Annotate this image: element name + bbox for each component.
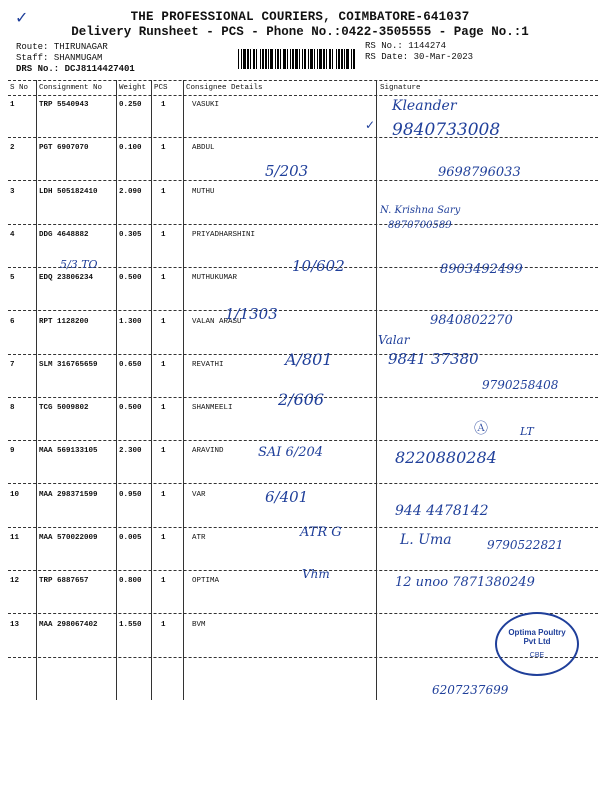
cell-pcs: 1 [161,317,166,326]
cell-sno: 10 [10,490,20,499]
handwritten-phone: 944 4478142 [395,503,489,519]
cell-consignee-name: OPTIMA [192,577,220,586]
handwritten-phone: 9698796033 [438,165,521,180]
cell-weight: 0.250 [119,101,142,109]
cell-weight: 0.950 [119,490,142,499]
cell-pcs: 1 [161,360,166,369]
rs-date-line [365,52,473,63]
rs-date-value: 30-Mar-2023 [413,52,474,62]
barcode-bar [299,49,300,69]
cell-sno: 1 [10,101,15,109]
cell-consignee-name: BVM [192,620,206,629]
barcode-bar [304,49,306,69]
barcode-bar [238,49,239,69]
cell-weight: 0.650 [119,360,142,369]
barcode-bar [277,49,279,69]
staff-value: SHANMUGAM [53,53,103,63]
route-line [16,42,108,53]
handwritten-phone: 12 unoo 7871380249 [395,575,535,590]
circled-a-icon: Ⓐ [474,421,488,437]
cell-pcs: 1 [161,144,166,153]
stamp-sub: CBE [529,652,545,659]
handwritten-door-no: 1/1303 [225,305,278,323]
rs-no-label: RS No.: [365,41,403,51]
cell-consignee-name: VALAN ARASU [192,317,242,326]
cell-consignee-name: ARAVIND [192,447,224,456]
cell-consignment-no: PGT 6907070 [39,144,89,153]
barcode-bar [338,49,340,69]
cell-sno: 5 [10,274,15,283]
drs-label: DRS No.: [16,64,60,74]
barcode-bar [268,49,269,69]
cell-weight: 0.500 [119,274,142,283]
handwritten-note: Vhm [302,567,330,581]
handwritten-door-no: A/801 [285,350,333,369]
cell-sno: 6 [10,317,15,326]
cell-sno: 12 [10,577,20,586]
barcode-bar [351,49,352,69]
col-signature: Signature [380,84,421,92]
cell-consignment-no: RPT 1128200 [39,317,89,326]
cell-pcs: 1 [161,620,166,629]
cell-sno: 4 [10,230,15,239]
barcode-bar [287,49,288,69]
col-sno: S No [10,84,29,92]
rs-no-value: 1144274 [408,41,447,51]
barcode-bar [336,49,337,69]
handwritten-signature: N. Krishna Sary [380,205,461,216]
table-row [8,94,598,138]
barcode-bar [314,49,315,69]
cell-consignment-no: TRP 6887657 [39,577,89,586]
cell-weight: 0.500 [119,404,142,413]
cell-sno: 7 [10,360,15,369]
cell-pcs: 1 [161,274,166,283]
barcode-bar [292,49,294,69]
col-pcs: PCS [154,84,168,92]
cell-weight: 2.090 [119,187,142,196]
barcode-image [238,49,358,69]
handwritten-door-no: SAI 6/204 [258,445,324,460]
col-consignee: Consignee Details [186,84,263,92]
handwritten-phone: 8903492499 [440,262,523,277]
barcode-bar [319,49,322,69]
barcode-bar [290,49,291,69]
cell-sno: 11 [10,534,20,542]
barcode-bar [344,49,345,69]
company-stamp [495,612,579,676]
table-row [8,181,598,225]
handwritten-phone: 8870700589 [388,220,452,231]
barcode-bar [332,49,333,69]
barcode-bar [253,49,255,69]
stamp-text: Optima Poultry Pvt Ltd [508,628,566,646]
route-label: Route: [16,42,49,52]
handwritten-signature: L. Uma [400,532,452,548]
handwritten-phone: 9841 37380 [388,350,479,368]
company-title: THE PROFESSIONAL COURIERS, COIMBATORE-641037 [130,10,470,24]
barcode-bar [256,49,257,69]
cell-consignee-name: ABDUL [192,144,215,153]
cell-sno: 8 [10,404,15,413]
cell-consignee-name: VAR [192,490,206,499]
cell-consignment-no: LDH 505182410 [39,187,98,196]
cell-sno: 2 [10,144,15,153]
cell-consignee-name: MUTHU [192,187,215,196]
barcode-bar [280,49,281,69]
col-consignment: Consignment No [39,84,103,92]
barcode-bar [250,49,251,69]
runsheet-subtitle: Delivery Runsheet - PCS - Phone No.:0422-3505555 - Page No.:1 [71,25,529,39]
cell-consignment-no: SLM 316765659 [39,360,98,369]
col-weight: Weight [119,84,147,92]
cell-weight: 0.800 [119,577,142,586]
barcode-bar [308,49,309,69]
handwritten-door-no: 10/602 [292,257,345,275]
cell-pcs: 1 [161,577,166,586]
staff-label: Staff: [16,53,49,63]
cell-pcs: 1 [161,101,166,109]
rs-date-label: RS Date: [365,52,409,62]
barcode-bar [247,49,249,69]
barcode-bar [243,49,246,69]
barcode-bar [270,49,273,69]
cell-sno: 13 [10,620,20,629]
cell-consignment-no: TCG 5009802 [39,404,89,413]
cell-consignee-name: ATR [192,534,206,542]
cell-pcs: 1 [161,490,166,499]
handwritten-note: 5/3 TO [60,258,98,271]
barcode-bar [275,49,276,69]
cell-consignment-no: MAA 569133105 [39,447,98,456]
cell-pcs: 1 [161,447,166,456]
barcode-bar [329,49,331,69]
barcode-bar [326,49,327,69]
handwritten-phone: 9840802270 [430,313,513,328]
cell-pcs: 1 [161,187,166,196]
cell-consignment-no: MAA 298371599 [39,490,98,499]
barcode-bar [260,49,261,69]
cell-consignee-name: VASUKI [192,101,220,109]
cell-sno: 3 [10,187,15,196]
drs-value: DCJ8114427401 [64,64,135,74]
cell-consignee-name: REVATHI [192,360,224,369]
barcode-bar [241,49,242,69]
check-mark-icon: ✓ [365,118,376,132]
barcode-bar [317,49,318,69]
cell-consignment-no: EDQ 23806234 [39,274,94,283]
handwritten-phone: 9790258408 [482,378,559,392]
cell-consignment-no: MAA 298067402 [39,620,98,629]
cell-weight: 1.300 [119,317,142,326]
staff-line [16,53,102,64]
barcode-bar [295,49,298,69]
barcode-bar [302,49,303,69]
handwritten-door-no: 2/606 [278,390,325,409]
cell-pcs: 1 [161,404,166,413]
handwritten-door-no: 5/203 [265,162,309,180]
rs-no-line [365,41,446,52]
barcode-bar [346,49,349,69]
check-mark-icon: ✓ [15,8,29,27]
handwritten-phone: 9790522821 [487,538,564,552]
barcode-bar [283,49,286,69]
handwritten-signature: Kleander [392,98,457,114]
cell-consignee-name: SHANMEELI [192,404,233,413]
handwritten-signature: Valar [378,333,410,347]
barcode-bar [310,49,313,69]
cell-weight: 0.100 [119,144,142,153]
cell-pcs: 1 [161,534,166,542]
handwritten-door-no: 6/401 [265,488,309,506]
handwritten-note: LT [520,425,534,438]
route-value: THIRUNAGAR [53,42,108,52]
cell-consignment-no: MAA 570022009 [39,534,98,542]
cell-sno: 9 [10,447,15,456]
cell-weight: 0.305 [119,230,142,239]
drs-line [16,64,135,75]
cell-consignee-name: MUTHUKUMAR [192,274,238,283]
barcode-bar [353,49,355,69]
cell-weight: 0.005 [119,534,142,542]
barcode-bar [265,49,267,69]
barcode-bar [262,49,264,69]
handwritten-phone: 9840733008 [392,120,501,140]
handwritten-phone: 8220880284 [395,448,497,467]
cell-weight: 1.550 [119,620,142,629]
barcode-bar [323,49,325,69]
cell-consignment-no: TRP 5540943 [39,101,89,109]
handwritten-note: ATR G [300,525,342,540]
cell-consignee-name: PRIYADHARSHINI [192,230,256,239]
handwritten-phone: 6207237699 [432,683,509,697]
barcode-bar [341,49,343,69]
cell-pcs: 1 [161,230,166,239]
cell-weight: 2.300 [119,447,142,456]
cell-consignment-no: DDG 4648882 [39,230,89,239]
